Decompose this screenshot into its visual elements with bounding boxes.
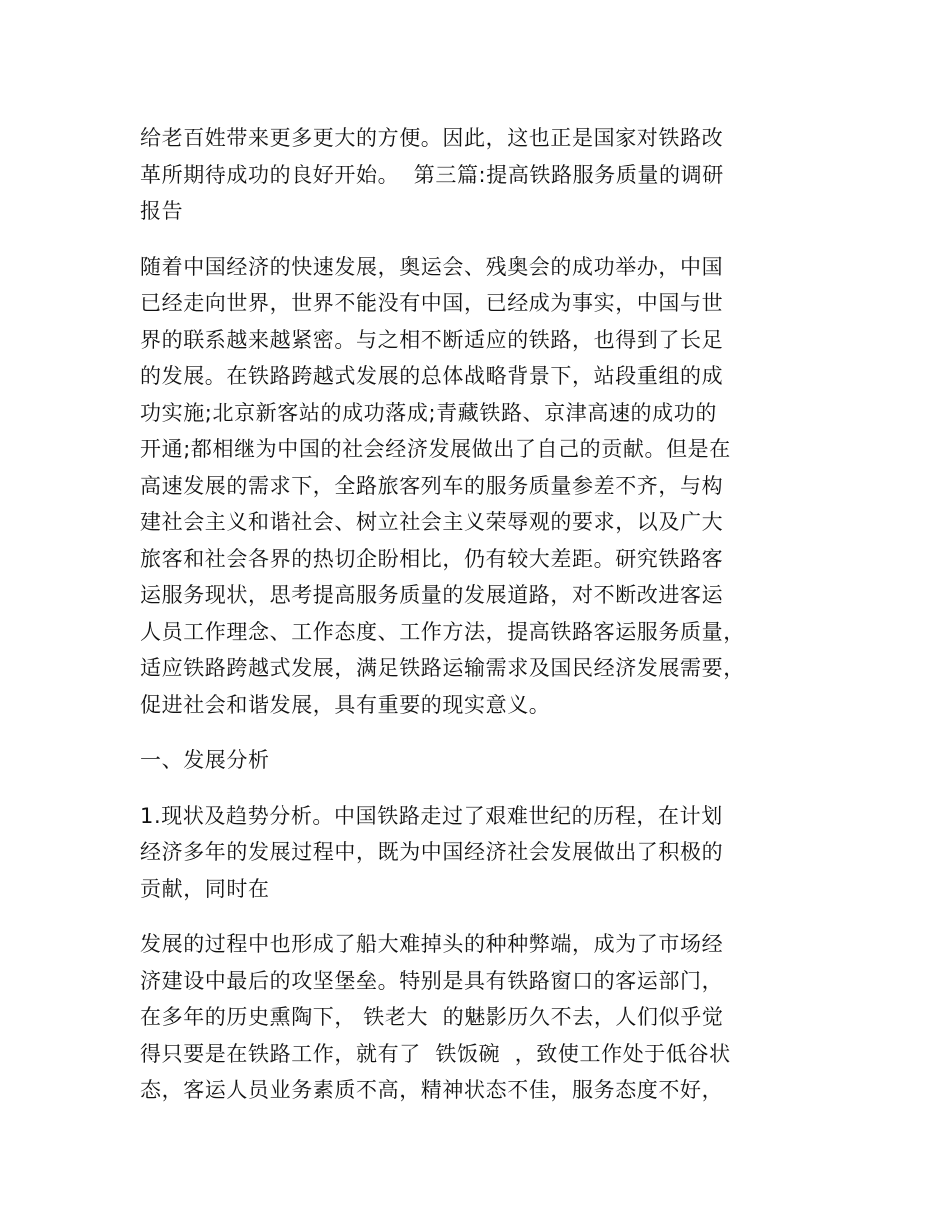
text-line: 运服务现状，思考提高服务质量的发展道路，对不断改进客运 (140, 583, 724, 607)
text-line: 发展的过程中也形成了船大难掉头的种种弊端，成为了市场经 (140, 932, 724, 956)
text-line: 态，客运人员业务素质不高，精神状态不佳，服务态度不好， (140, 1078, 724, 1102)
text-line: 得只要是在铁路工作，就有了 铁饭碗 ，致使工作处于低谷状 (140, 1041, 731, 1066)
text-line: 在多年的历史熏陶下， 铁老大 的魅影历久不去，人们似乎觉 (140, 1005, 724, 1029)
text-line: 1.现状及趋势分析。中国铁路走过了艰难世纪的历程，在计划 (140, 803, 723, 828)
text-line: 济建设中最后的攻坚堡垒。特别是具有铁路窗口的客运部门， (140, 968, 724, 993)
text-line: 界的联系越来越紧密。与之相不断适应的铁路，也得到了长足 (140, 327, 724, 352)
paragraph-spacer (140, 907, 830, 926)
paragraph-spacer (140, 779, 830, 798)
text-line: 功实施;北京新客站的成功落成;青藏铁路、京津高速的成功的 (140, 400, 717, 425)
paragraph-status-trend-analysis (140, 798, 830, 908)
text-line: 给老百姓带来更多更大的方便。因此，这也正是国家对铁路改 (140, 126, 724, 150)
text-line: 经济多年的发展过程中，既为中国经济社会发展做出了积极的 (140, 840, 724, 864)
text-line: 旅客和社会各界的热切企盼相比，仍有较大差距。研究铁路客 (140, 546, 724, 571)
text-line: 适应铁路跨越式发展，满足铁路运输需求及国民经济发展需要， (140, 656, 745, 680)
text-line: 革所期待成功的良好开始。 第三篇:提高铁路服务质量的调研 (140, 162, 724, 187)
paragraph-intro-continuation (140, 120, 830, 230)
paragraph-background (140, 249, 830, 724)
text-line: 报告 (140, 199, 184, 223)
text-line: 的发展。在铁路跨越式发展的总体战略背景下，站段重组的成 (140, 364, 724, 388)
text-line: 促进社会和谐发展，具有重要的现实意义。 (140, 692, 551, 717)
heading-text: 一、发展分析 (140, 748, 270, 772)
text-line: 建社会主义和谐社会、树立社会主义荣辱观的要求，以及广大 (140, 510, 724, 534)
paragraph-drawbacks (140, 926, 830, 1109)
document-page (140, 120, 830, 1109)
text-line: 贡献，同时在 (140, 876, 270, 901)
paragraph-spacer (140, 230, 830, 249)
text-line: 开通;都相继为中国的社会经济发展做出了自己的贡献。但是在 (140, 437, 731, 461)
text-line: 随着中国经济的快速发展，奥运会、残奥会的成功举办，中国 (140, 254, 724, 279)
section-heading-development-analysis (140, 742, 830, 779)
text-line: 已经走向世界，世界不能没有中国，已经成为事实，中国与世 (140, 291, 724, 315)
text-line: 高速发展的需求下，全路旅客列车的服务质量参差不齐，与构 (140, 473, 724, 498)
text-line: 人员工作理念、工作态度、工作方法，提高铁路客运服务质量， (140, 619, 745, 644)
paragraph-spacer (140, 723, 830, 742)
